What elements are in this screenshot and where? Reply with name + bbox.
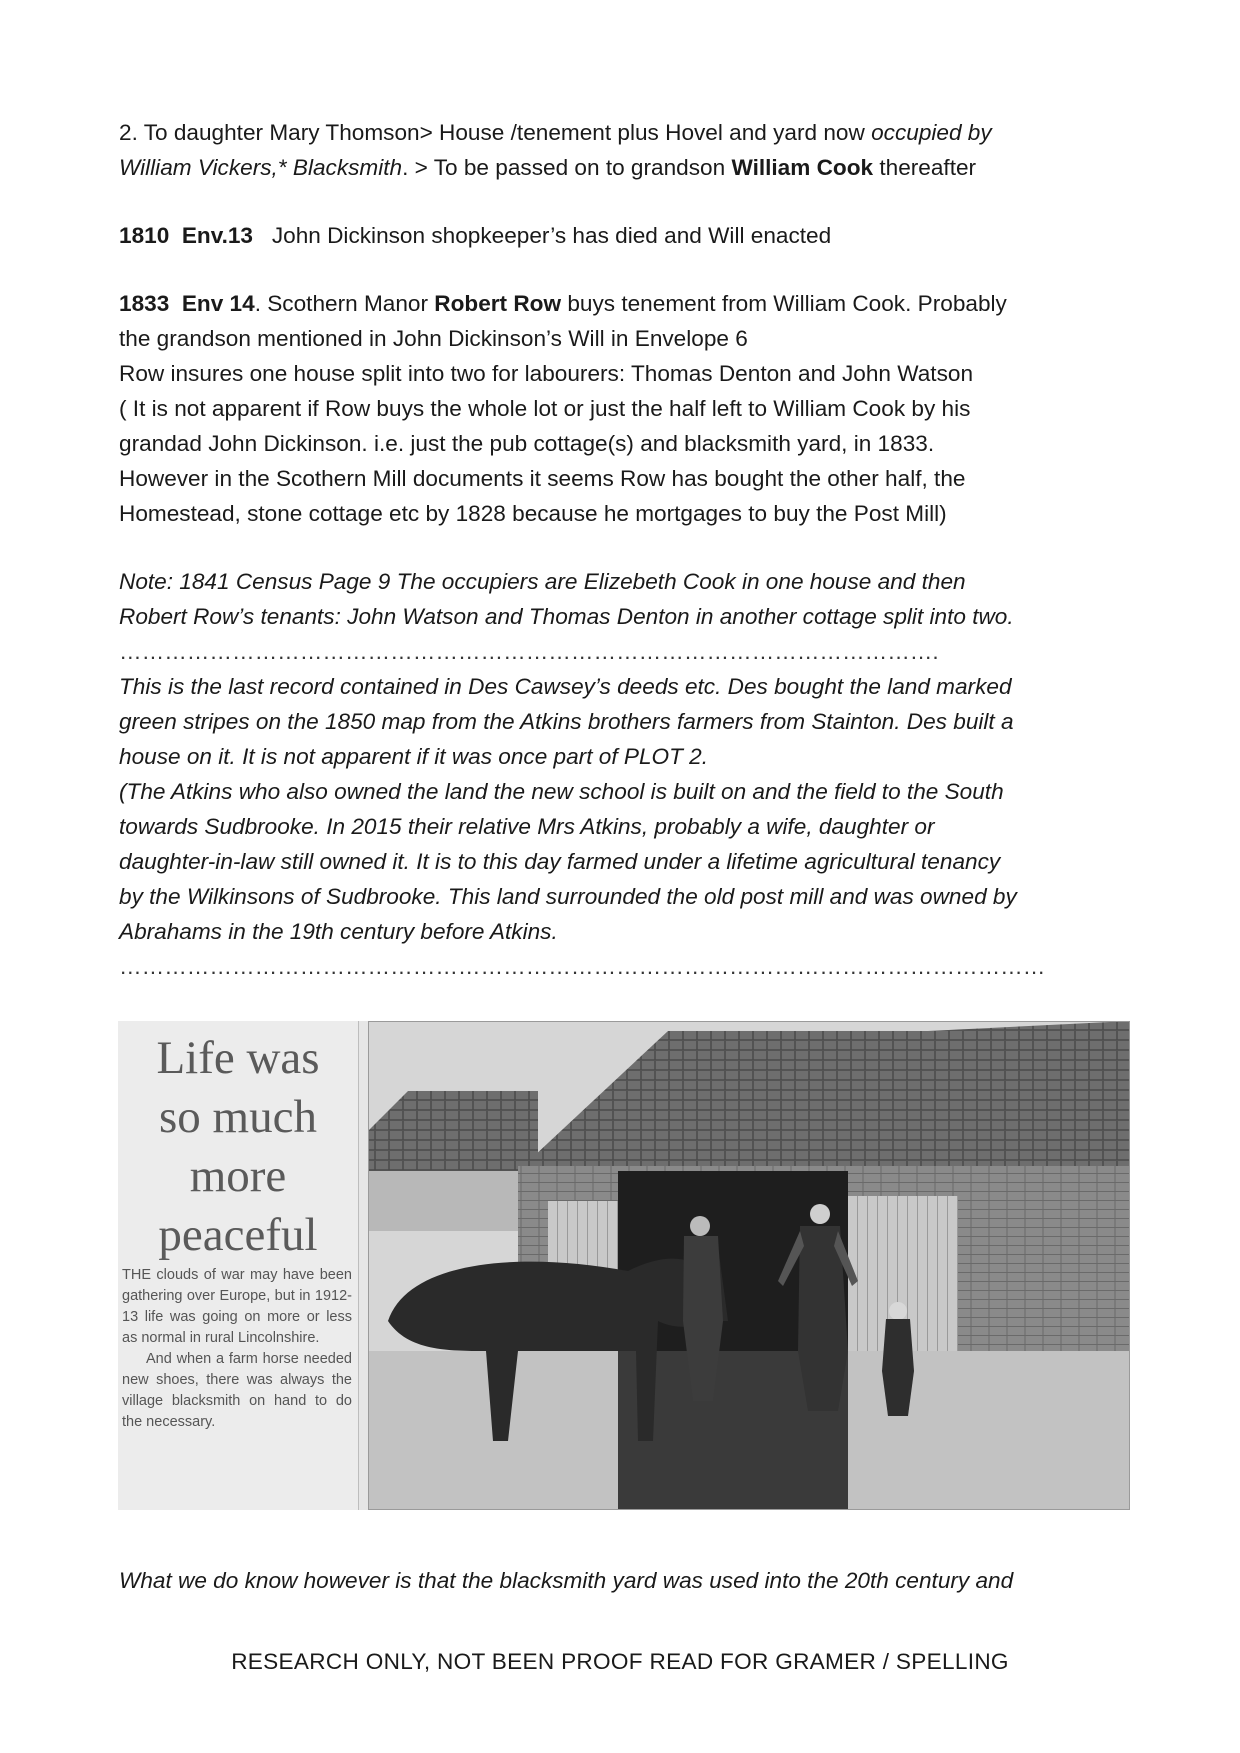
text-span: occupied by bbox=[871, 120, 992, 145]
headline-line: more bbox=[189, 1150, 287, 1202]
text-span: 2. To daughter Mary Thomson> House /tenement plus Hovel and yard now bbox=[119, 120, 872, 145]
document-body bbox=[119, 115, 1129, 984]
para-3-line-2: the grandson mentioned in John Dickinson’s Will in Envelope 6 bbox=[119, 326, 748, 351]
last-record-line-1: This is the last record contained in Des Cawsey’s deeds etc. Des bought the land marked bbox=[119, 674, 1012, 699]
headline-line: so much bbox=[159, 1091, 317, 1143]
year-label: 1810 bbox=[119, 223, 170, 248]
text-span: . Scothern Manor bbox=[254, 291, 435, 316]
para-3-line-3: Row insures one house split into two for labourers: Thomas Denton and John Watson bbox=[119, 361, 974, 386]
clipping-paragraph: THE clouds of war may have been gathering over Europe, but in 1912-13 life was going on more or less as normal in rural Lincolnshire. bbox=[122, 1267, 352, 1346]
clipping-text-column bbox=[118, 1021, 359, 1510]
last-record-line-6: daughter-in-law still owned it. It is to this day farmed under a lifetime agricultural tenancy bbox=[119, 849, 1001, 874]
clipping-headline bbox=[118, 1029, 358, 1265]
text-span: . > To be passed on to grandson bbox=[402, 155, 732, 180]
last-record-line-2: green stripes on the 1850 map from the Atkins brothers farmers from Stainton. Des built a bbox=[119, 709, 1014, 734]
para-3-line-6: However in the Scothern Mill documents it seems Row has bought the other half, the bbox=[119, 466, 966, 491]
blacksmith-photo bbox=[368, 1021, 1130, 1510]
para-3-line-4: ( It is not apparent if Row buys the whole lot or just the half left to William Cook by his bbox=[119, 396, 971, 421]
para-3-line-7: Homestead, stone cottage etc by 1828 because he mortgages to buy the Post Mill) bbox=[119, 501, 947, 526]
last-record-line-5: towards Sudbrooke. In 2015 their relative Mrs Atkins, probably a wife, daughter or bbox=[119, 814, 935, 839]
year-label: 1833 bbox=[119, 291, 170, 316]
para-3-line-1 bbox=[119, 286, 1129, 321]
closing-paragraph bbox=[119, 1563, 1129, 1598]
para-2 bbox=[119, 218, 1129, 253]
para-3-line-5: grandad John Dickinson. i.e. just the pub cottage(s) and blacksmith yard, in 1833. bbox=[119, 431, 935, 456]
page-footer: RESEARCH ONLY, NOT BEEN PROOF READ FOR GRAMER / SPELLING bbox=[231, 1649, 1009, 1674]
envelope-label: Env 14 bbox=[181, 291, 255, 316]
last-record-line-3: house on it. It is not apparent if it was once part of PLOT 2. bbox=[119, 744, 709, 769]
dotted-separator: …………………………………………………………………………………………………………… bbox=[119, 954, 1046, 979]
para-1-line-1 bbox=[119, 115, 1129, 150]
note-line-2: Robert Row’s tenants: John Watson and Thomas Denton in another cottage split into two. bbox=[119, 604, 1014, 629]
bold-name: William Cook bbox=[731, 155, 874, 180]
text-span: William Vickers,* Blacksmith bbox=[119, 155, 403, 180]
last-record-line-7: by the Wilkinsons of Sudbrooke. This land surrounded the old post mill and was owned by bbox=[119, 884, 1017, 909]
bold-name: Robert Row bbox=[434, 291, 562, 316]
headline-line: Life was bbox=[156, 1032, 320, 1084]
envelope-label: Env.13 bbox=[181, 223, 253, 248]
clipping-paragraph: And when a farm horse needed new shoes, there was always the village blacksmith on hand to do the necessary. bbox=[122, 1351, 352, 1430]
headline-line: peaceful bbox=[158, 1209, 318, 1261]
text-span: thereafter bbox=[873, 155, 977, 180]
last-record-line-4: (The Atkins who also owned the land the new school is built on and the field to the South bbox=[119, 779, 1004, 804]
dotted-separator: ………………………………………………………………………………………………. bbox=[119, 639, 939, 664]
clipping-body bbox=[118, 1265, 358, 1433]
text-span: John Dickinson shopkeeper’s has died and Will enacted bbox=[271, 223, 832, 248]
para-1-line-2 bbox=[119, 150, 1129, 185]
text-span: buys tenement from William Cook. Probably bbox=[561, 291, 1007, 316]
newspaper-clipping bbox=[118, 1021, 1130, 1510]
note-line-1: Note: 1841 Census Page 9 The occupiers are Elizebeth Cook in one house and then bbox=[119, 569, 966, 594]
last-record-line-8: Abrahams in the 19th century before Atkins. bbox=[119, 919, 558, 944]
closing-line: What we do know however is that the blacksmith yard was used into the 20th century and bbox=[119, 1568, 1014, 1593]
